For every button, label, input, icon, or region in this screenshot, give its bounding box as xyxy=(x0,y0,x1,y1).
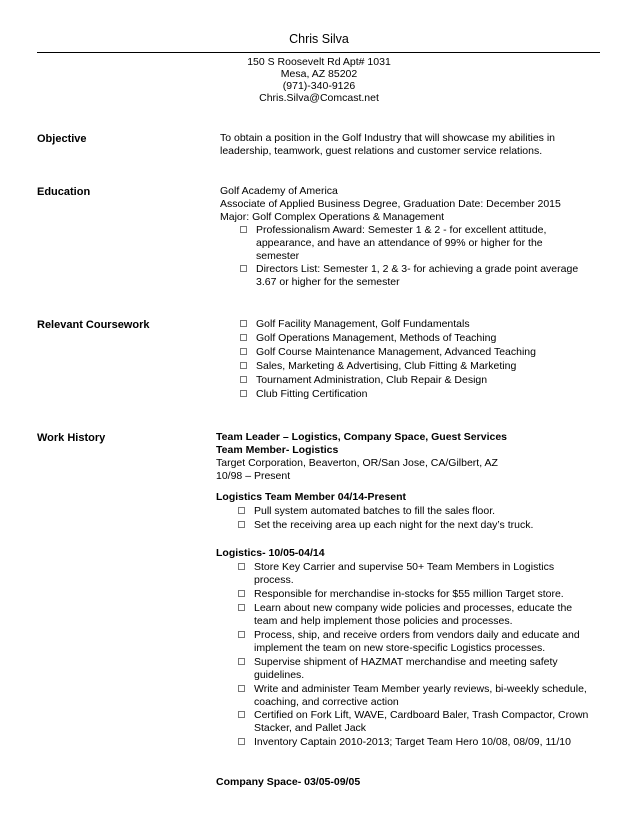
coursework-item: Golf Facility Management, Golf Fundamentals xyxy=(240,318,470,331)
role-bullet: Pull system automated batches to fill the sales floor. xyxy=(238,505,495,518)
coursework-item: Golf Course Maintenance Management, Advanced Teaching xyxy=(240,346,536,359)
role-bullet: Certified on Fork Lift, WAVE, Cardboard Baler, Trash Compactor, Crown Stacker, and Pallet Jack xyxy=(238,709,588,735)
role-bullet: Inventory Captain 2010-2013; Target Team Hero 10/08, 08/09, 11/10 xyxy=(238,736,571,749)
role-bullet: Write and administer Team Member yearly reviews, bi-weekly schedule, coaching, and corrective action xyxy=(238,683,587,709)
checkbox-bullet-icon xyxy=(240,320,247,327)
objective-label: Objective xyxy=(37,133,87,145)
major: Major: Golf Complex Operations & Management xyxy=(220,211,445,223)
objective-text xyxy=(220,132,555,158)
checkbox-bullet-icon xyxy=(240,226,247,233)
education-label: Education xyxy=(37,186,91,198)
coursework-item: Golf Operations Management, Methods of Teaching xyxy=(240,332,496,345)
school-name: Golf Academy of America xyxy=(220,185,338,197)
checkbox-bullet-icon xyxy=(240,390,247,397)
checkbox-bullet-icon xyxy=(238,563,245,570)
checkbox-bullet-icon xyxy=(238,658,245,665)
objective-line: To obtain a position in the Golf Industry that will showcase my abilities in xyxy=(220,132,556,144)
work-summary xyxy=(216,431,507,483)
checkbox-bullet-icon xyxy=(238,631,245,638)
checkbox-bullet-icon xyxy=(240,362,247,369)
education-bullet: Professionalism Award: Semester 1 & 2 - for excellent attitude, appearance, and have an attendance of 99% or higher for the semester xyxy=(240,224,546,263)
role-bullet: Process, ship, and receive orders from vendors daily and educate and implement the team on new store-specific Logistics processes. xyxy=(238,629,580,655)
checkbox-bullet-icon xyxy=(238,685,245,692)
degree: Associate of Applied Business Degree, Graduation Date: December 2015 xyxy=(220,198,561,210)
objective-line: leadership, teamwork, guest relations and customer service relations. xyxy=(220,145,543,157)
coursework-item: Tournament Administration, Club Repair & Design xyxy=(240,374,487,387)
email-line: Chris.Silva@Comcast.net xyxy=(259,92,379,104)
checkbox-bullet-icon xyxy=(238,521,245,528)
address-line: 150 S Roosevelt Rd Apt# 1031 xyxy=(247,56,391,68)
role-title: Company Space- 03/05-09/05 xyxy=(216,776,361,788)
coursework-label: Relevant Coursework xyxy=(37,319,150,331)
coursework-item: Sales, Marketing & Advertising, Club Fitting & Marketing xyxy=(240,360,516,373)
employer: Target Corporation, Beaverton, OR/San Jose, CA/Gilbert, AZ xyxy=(216,457,498,469)
checkbox-bullet-icon xyxy=(240,376,247,383)
header-divider xyxy=(37,52,600,53)
checkbox-bullet-icon xyxy=(240,334,247,341)
role-bullet: Learn about new company wide policies and processes, educate the team and help implement those policies and processes. xyxy=(238,602,572,628)
job-title: Team Leader – Logistics, Company Space, Guest Services xyxy=(216,431,508,443)
employment-dates: 10/98 – Present xyxy=(216,470,291,482)
checkbox-bullet-icon xyxy=(238,711,245,718)
role-bullet: Store Key Carrier and supervise 50+ Team Members in Logistics process. xyxy=(238,561,554,587)
checkbox-bullet-icon xyxy=(238,738,245,745)
checkbox-bullet-icon xyxy=(238,590,245,597)
role-bullet: Set the receiving area up each night for the next day’s truck. xyxy=(238,519,533,532)
job-title: Team Member- Logistics xyxy=(216,444,339,456)
work-history-label: Work History xyxy=(37,432,106,444)
coursework-item: Club Fitting Certification xyxy=(240,388,367,401)
role-bullet: Responsible for merchandise in-stocks for $55 million Target store. xyxy=(238,588,564,601)
checkbox-bullet-icon xyxy=(238,604,245,611)
role-title: Logistics- 10/05-04/14 xyxy=(216,547,325,559)
resume-name: Chris Silva xyxy=(289,32,349,46)
checkbox-bullet-icon xyxy=(238,507,245,514)
phone-line: (971)-340-9126 xyxy=(282,80,356,92)
checkbox-bullet-icon xyxy=(240,348,247,355)
checkbox-bullet-icon xyxy=(240,265,247,272)
city-line: Mesa, AZ 85202 xyxy=(280,68,358,80)
role-bullet: Supervise shipment of HAZMAT merchandise and meeting safety guidelines. xyxy=(238,656,558,682)
role-title: Logistics Team Member 04/14-Present xyxy=(216,491,407,503)
education-bullet: Directors List: Semester 1, 2 & 3- for achieving a grade point average 3.67 or higher for the semester xyxy=(240,263,578,289)
education-details xyxy=(220,185,561,224)
